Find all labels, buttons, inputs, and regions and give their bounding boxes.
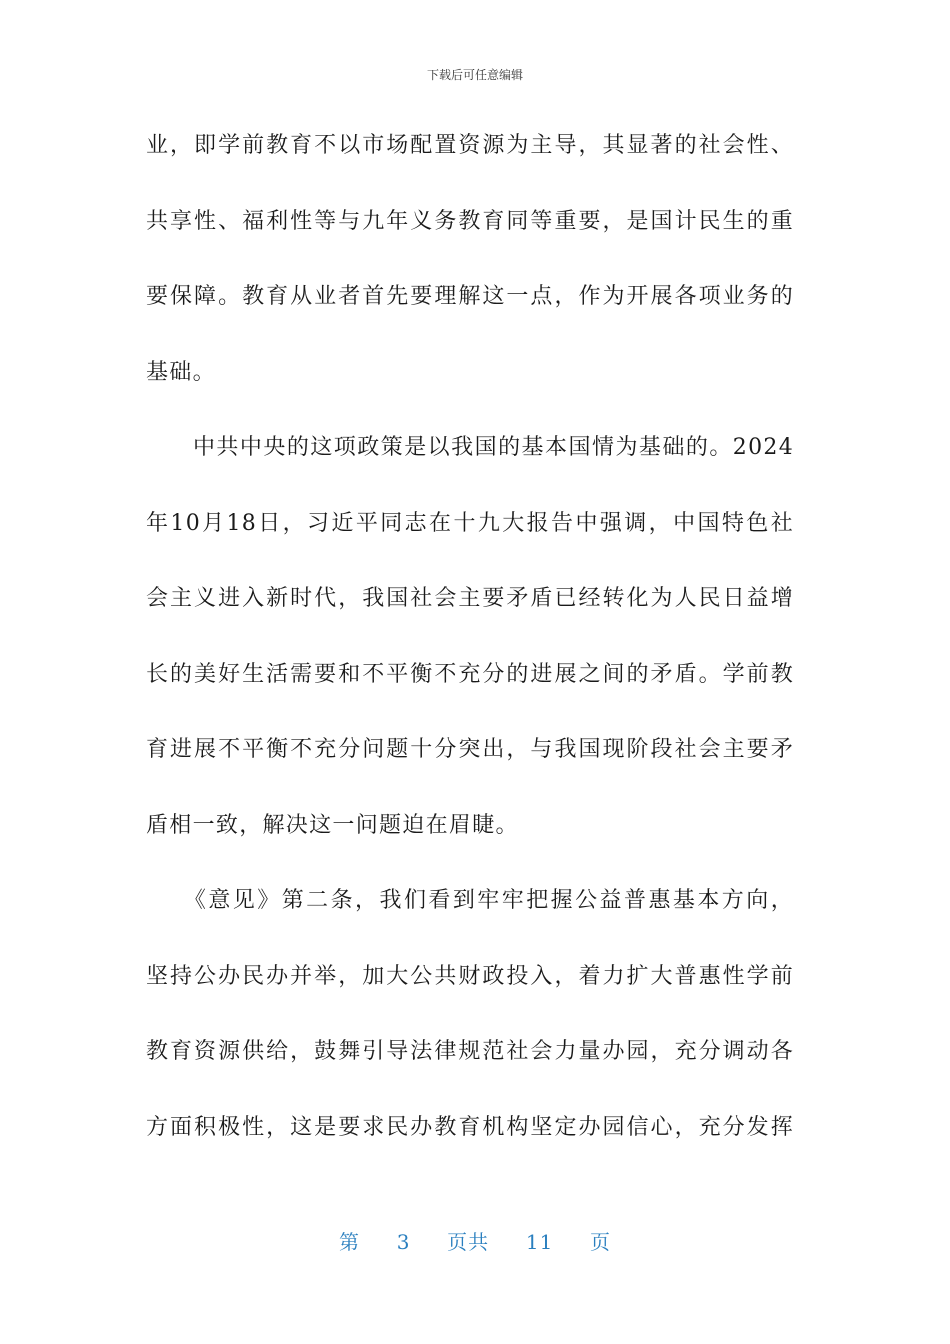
body-line: 基础。: [146, 359, 216, 385]
header-note: 下载后可任意编辑: [426, 68, 523, 82]
body-line: 中共中央的这项政策是以我国的基本国情为基础的。2024: [146, 435, 794, 460]
footer-page-number: 3: [396, 1230, 411, 1254]
body-line: 坚持公办民办并举，加大公共财政投入，着力扩大普惠性学前: [146, 963, 794, 989]
body-line: 共享性、福利性等与九年义务教育同等重要，是国计民生的重: [146, 208, 794, 234]
body-line: 方面积极性，这是要求民办教育机构坚定办园信心，充分发挥: [146, 1114, 794, 1140]
body-line: 长的美好生活需要和不平衡不充分的进展之间的矛盾。学前教: [146, 661, 794, 687]
body-line: 盾相一致，解决这一问题迫在眉睫。: [146, 812, 519, 838]
body-line: 育进展不平衡不充分问题十分突出，与我国现阶段社会主要矛: [146, 737, 794, 762]
document-body: [146, 118, 794, 1175]
footer-label-page-of: 页共: [447, 1230, 490, 1254]
body-line: 会主义进入新时代，我国社会主要矛盾已经转化为人民日益增: [146, 586, 794, 611]
body-line: 业，即学前教育不以市场配置资源为主导，其显著的社会性、: [146, 133, 794, 158]
page-footer: [0, 1226, 950, 1255]
footer-label-page-end: 页: [590, 1230, 612, 1254]
body-line: 《意见》第二条，我们看到牢牢把握公益普惠基本方向，: [146, 888, 794, 913]
body-line: 要保障。教育从业者首先要理解这一点，作为开展各项业务的: [146, 284, 794, 309]
body-line: 教育资源供给，鼓舞引导法律规范社会力量办园，充分调动各: [146, 1039, 794, 1064]
body-line: 年10月18日，习近平同志在十九大报告中强调，中国特色社: [146, 510, 794, 536]
footer-total-pages: 11: [525, 1230, 554, 1254]
footer-label-page: 第: [338, 1230, 360, 1254]
